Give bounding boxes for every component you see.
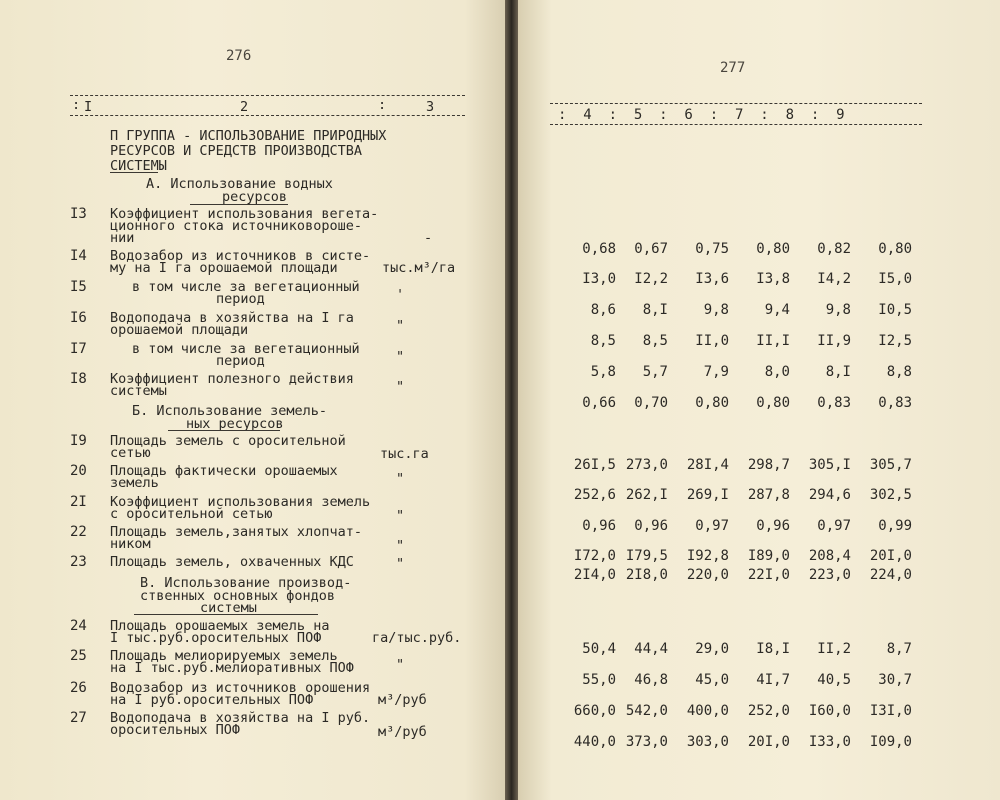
row-label-line: сетью: [110, 445, 151, 461]
table-cell: 400,0: [686, 703, 729, 719]
table-cell: 660,0: [573, 703, 616, 719]
header-columns: : 4 : 5 : 6 : 7 : 8 : 9: [558, 107, 845, 123]
header-sep: :: [378, 97, 387, 113]
row-unit: -: [424, 230, 433, 246]
table-cell: 50,4: [582, 641, 616, 657]
row-unit: ": [396, 349, 405, 365]
row-label-line: земель: [110, 475, 159, 491]
page-number-right: 277: [720, 60, 746, 76]
group-title-underline: [110, 172, 158, 173]
row-label-line: в том числе за вегетационный: [132, 279, 360, 295]
row-label-line: орошаемой площади: [110, 322, 249, 338]
header-rule-bottom: [550, 124, 922, 125]
row-label-line: ционного стока источниковороше-: [110, 218, 362, 234]
row-label-line: период: [216, 291, 265, 307]
table-cell: 5,7: [642, 364, 668, 380]
row-unit: ": [396, 318, 405, 334]
row-label-line: Площадь орошаемых земель на: [110, 618, 330, 634]
table-cell: I2,5: [878, 333, 912, 349]
row-number: I8: [70, 371, 87, 387]
table-cell: I3,8: [756, 271, 790, 287]
table-cell: 0,70: [634, 395, 668, 411]
row-unit: м³/руб: [378, 724, 427, 740]
table-cell: 55,0: [582, 672, 616, 688]
row-number: 25: [70, 648, 87, 664]
table-cell: 0,80: [695, 395, 729, 411]
table-cell: I92,8: [686, 548, 729, 564]
group-title-line: РЕСУРСОВ И СРЕДСТВ ПРОИЗВОДСТВА: [110, 143, 362, 159]
section-v-underline: [134, 614, 318, 615]
table-cell: 40,5: [817, 672, 851, 688]
section-b-title: ных ресурсов: [186, 416, 284, 432]
table-cell: I3,0: [582, 271, 616, 287]
group-title-line: СИСТЕМЫ: [110, 158, 167, 174]
table-cell: 0,96: [582, 518, 616, 534]
row-number: 24: [70, 618, 87, 634]
table-cell: 0,99: [878, 518, 912, 534]
row-number: I7: [70, 341, 87, 357]
row-unit: тыс.м³/га: [382, 260, 456, 276]
row-number: 2I: [70, 494, 87, 510]
row-unit: ": [396, 508, 405, 524]
table-cell: 9,4: [764, 302, 790, 318]
table-cell: I09,0: [869, 734, 912, 750]
table-cell: 8,I: [642, 302, 668, 318]
table-cell: 252,0: [747, 703, 790, 719]
row-number: I4: [70, 248, 87, 264]
table-cell: I3,6: [695, 271, 729, 287]
row-unit: ": [396, 538, 405, 554]
table-cell: 0,66: [582, 395, 616, 411]
table-cell: II,2: [817, 641, 851, 657]
table-cell: 0,80: [756, 395, 790, 411]
table-cell: I33,0: [808, 734, 851, 750]
table-cell: I4,2: [817, 271, 851, 287]
header-col-2: 2: [240, 99, 249, 115]
table-cell: 0,68: [582, 241, 616, 257]
table-cell: 223,0: [808, 567, 851, 583]
row-label-line: Коэффициент использования вегета-: [110, 206, 379, 222]
table-cell: 298,7: [747, 457, 790, 473]
row-number: I6: [70, 310, 87, 326]
table-cell: 0,83: [817, 395, 851, 411]
row-label-line: му на I га орошаемой площади: [110, 260, 338, 276]
header-rule-bottom: [70, 115, 465, 116]
header-sep: :: [72, 97, 81, 113]
table-cell: 8,I: [825, 364, 851, 380]
table-cell: 252,6: [573, 487, 616, 503]
table-cell: I89,0: [747, 548, 790, 564]
book-gutter: [505, 0, 518, 800]
header-rule-top: [70, 95, 465, 96]
row-unit: ": [396, 379, 405, 395]
header-rule-top: [550, 103, 922, 104]
table-cell: I5,0: [878, 271, 912, 287]
table-cell: 440,0: [573, 734, 616, 750]
row-label-line: I тыс.руб.оросительных ПОФ: [110, 630, 322, 646]
table-cell: 8,5: [642, 333, 668, 349]
table-cell: II,0: [695, 333, 729, 349]
table-cell: 302,5: [869, 487, 912, 503]
table-cell: 0,96: [756, 518, 790, 534]
table-cell: 9,8: [703, 302, 729, 318]
table-cell: 8,0: [764, 364, 790, 380]
table-cell: 0,75: [695, 241, 729, 257]
table-cell: I3I,0: [869, 703, 912, 719]
table-cell: 9,8: [825, 302, 851, 318]
table-cell: 20I,0: [869, 548, 912, 564]
table-cell: 22I,0: [747, 567, 790, 583]
row-number: 23: [70, 554, 87, 570]
table-cell: 0,82: [817, 241, 851, 257]
table-cell: 0,67: [634, 241, 668, 257]
header-col-1: I: [84, 99, 93, 115]
section-a-title: А. Использование водных: [146, 176, 333, 192]
table-cell: 220,0: [686, 567, 729, 583]
table-cell: 8,7: [886, 641, 912, 657]
table-cell: 269,I: [686, 487, 729, 503]
table-cell: 303,0: [686, 734, 729, 750]
row-label-line: Площадь земель, охваченных КДС: [110, 554, 354, 570]
section-v-title: системы: [200, 600, 257, 616]
table-cell: 373,0: [625, 734, 668, 750]
row-label-line: Водозабор из источников орошения: [110, 680, 371, 696]
row-label-line: Площадь земель,занятых хлопчат-: [110, 524, 362, 540]
table-cell: 224,0: [869, 567, 912, 583]
row-number: I9: [70, 433, 87, 449]
table-cell: 30,7: [878, 672, 912, 688]
table-cell: 305,I: [808, 457, 851, 473]
row-number: I5: [70, 279, 87, 295]
row-unit: ": [396, 471, 405, 487]
table-cell: 0,80: [756, 241, 790, 257]
section-b-title: Б. Использование земель-: [132, 403, 328, 419]
table-cell: 46,8: [634, 672, 668, 688]
row-label-line: на I тыс.руб.мелиоративных ПОФ: [110, 660, 354, 676]
table-cell: 0,97: [817, 518, 851, 534]
row-unit: ': [396, 287, 405, 303]
row-label-line: системы: [110, 383, 167, 399]
section-v-title: ственных основных фондов: [140, 588, 336, 604]
table-cell: 0,80: [878, 241, 912, 257]
row-label-line: Коэффициент использования земель: [110, 494, 371, 510]
row-label-line: ником: [110, 536, 151, 552]
table-cell: I0,5: [878, 302, 912, 318]
row-unit: тыс.га: [380, 446, 429, 462]
row-label-line: Коэффициент полезного действия: [110, 371, 354, 387]
row-number: 27: [70, 710, 87, 726]
table-cell: 8,6: [590, 302, 616, 318]
section-a-underline: [190, 204, 288, 205]
table-cell: 8,8: [886, 364, 912, 380]
group-title-line: П ГРУППА - ИСПОЛЬЗОВАНИЕ ПРИРОДНЫХ: [110, 128, 387, 144]
row-label-line: Водоподача в хозяйства на I руб.: [110, 710, 371, 726]
row-label-line: нии: [110, 230, 135, 246]
table-cell: 0,83: [878, 395, 912, 411]
table-cell: I79,5: [625, 548, 668, 564]
section-v-title: В. Использование производ-: [140, 575, 352, 591]
table-cell: I60,0: [808, 703, 851, 719]
row-number: 20: [70, 463, 87, 479]
row-number: 26: [70, 680, 87, 696]
row-label-line: Водозабор из источников в систе-: [110, 248, 371, 264]
table-cell: 287,8: [747, 487, 790, 503]
row-unit: м³/руб: [378, 692, 427, 708]
table-cell: 7,9: [703, 364, 729, 380]
table-cell: 29,0: [695, 641, 729, 657]
table-cell: I8,I: [756, 641, 790, 657]
row-label-line: период: [216, 353, 265, 369]
row-label-line: в том числе за вегетационный: [132, 341, 360, 357]
table-cell: II,I: [756, 333, 790, 349]
table-cell: 5,8: [590, 364, 616, 380]
table-cell: 26I,5: [573, 457, 616, 473]
row-unit: га/тыс.руб.: [372, 630, 462, 646]
table-cell: 4I,7: [756, 672, 790, 688]
row-label-line: Водоподача в хозяйства на I га: [110, 310, 354, 326]
table-cell: 2I8,0: [625, 567, 668, 583]
header-col-3: 3: [426, 99, 435, 115]
table-cell: 44,4: [634, 641, 668, 657]
table-cell: 208,4: [808, 548, 851, 564]
row-unit: ": [396, 657, 405, 673]
table-cell: 273,0: [625, 457, 668, 473]
row-label-line: Площадь мелиорируемых земель: [110, 648, 338, 664]
table-cell: 45,0: [695, 672, 729, 688]
table-cell: 262,I: [625, 487, 668, 503]
table-cell: 20I,0: [747, 734, 790, 750]
row-label-line: на I руб.оросительных ПОФ: [110, 692, 314, 708]
table-cell: 305,7: [869, 457, 912, 473]
table-cell: II,9: [817, 333, 851, 349]
page-number-left: 276: [226, 48, 252, 64]
table-cell: 542,0: [625, 703, 668, 719]
row-label-line: Площадь земель с оросительной: [110, 433, 346, 449]
row-unit: ": [396, 556, 405, 572]
table-cell: I72,0: [573, 548, 616, 564]
table-cell: 8,5: [590, 333, 616, 349]
table-cell: 2I4,0: [573, 567, 616, 583]
right-page: [518, 0, 1000, 800]
row-number: I3: [70, 206, 87, 222]
table-cell: 28I,4: [686, 457, 729, 473]
row-number: 22: [70, 524, 87, 540]
table-cell: I2,2: [634, 271, 668, 287]
section-b-underline: [168, 430, 280, 431]
table-cell: 294,6: [808, 487, 851, 503]
row-label-line: оросительных ПОФ: [110, 722, 241, 738]
table-cell: 0,96: [634, 518, 668, 534]
row-label-line: с оросительной сетью: [110, 506, 273, 522]
table-cell: 0,97: [695, 518, 729, 534]
section-a-title: ресурсов: [222, 189, 288, 205]
row-label-line: Площадь фактически орошаемых: [110, 463, 338, 479]
